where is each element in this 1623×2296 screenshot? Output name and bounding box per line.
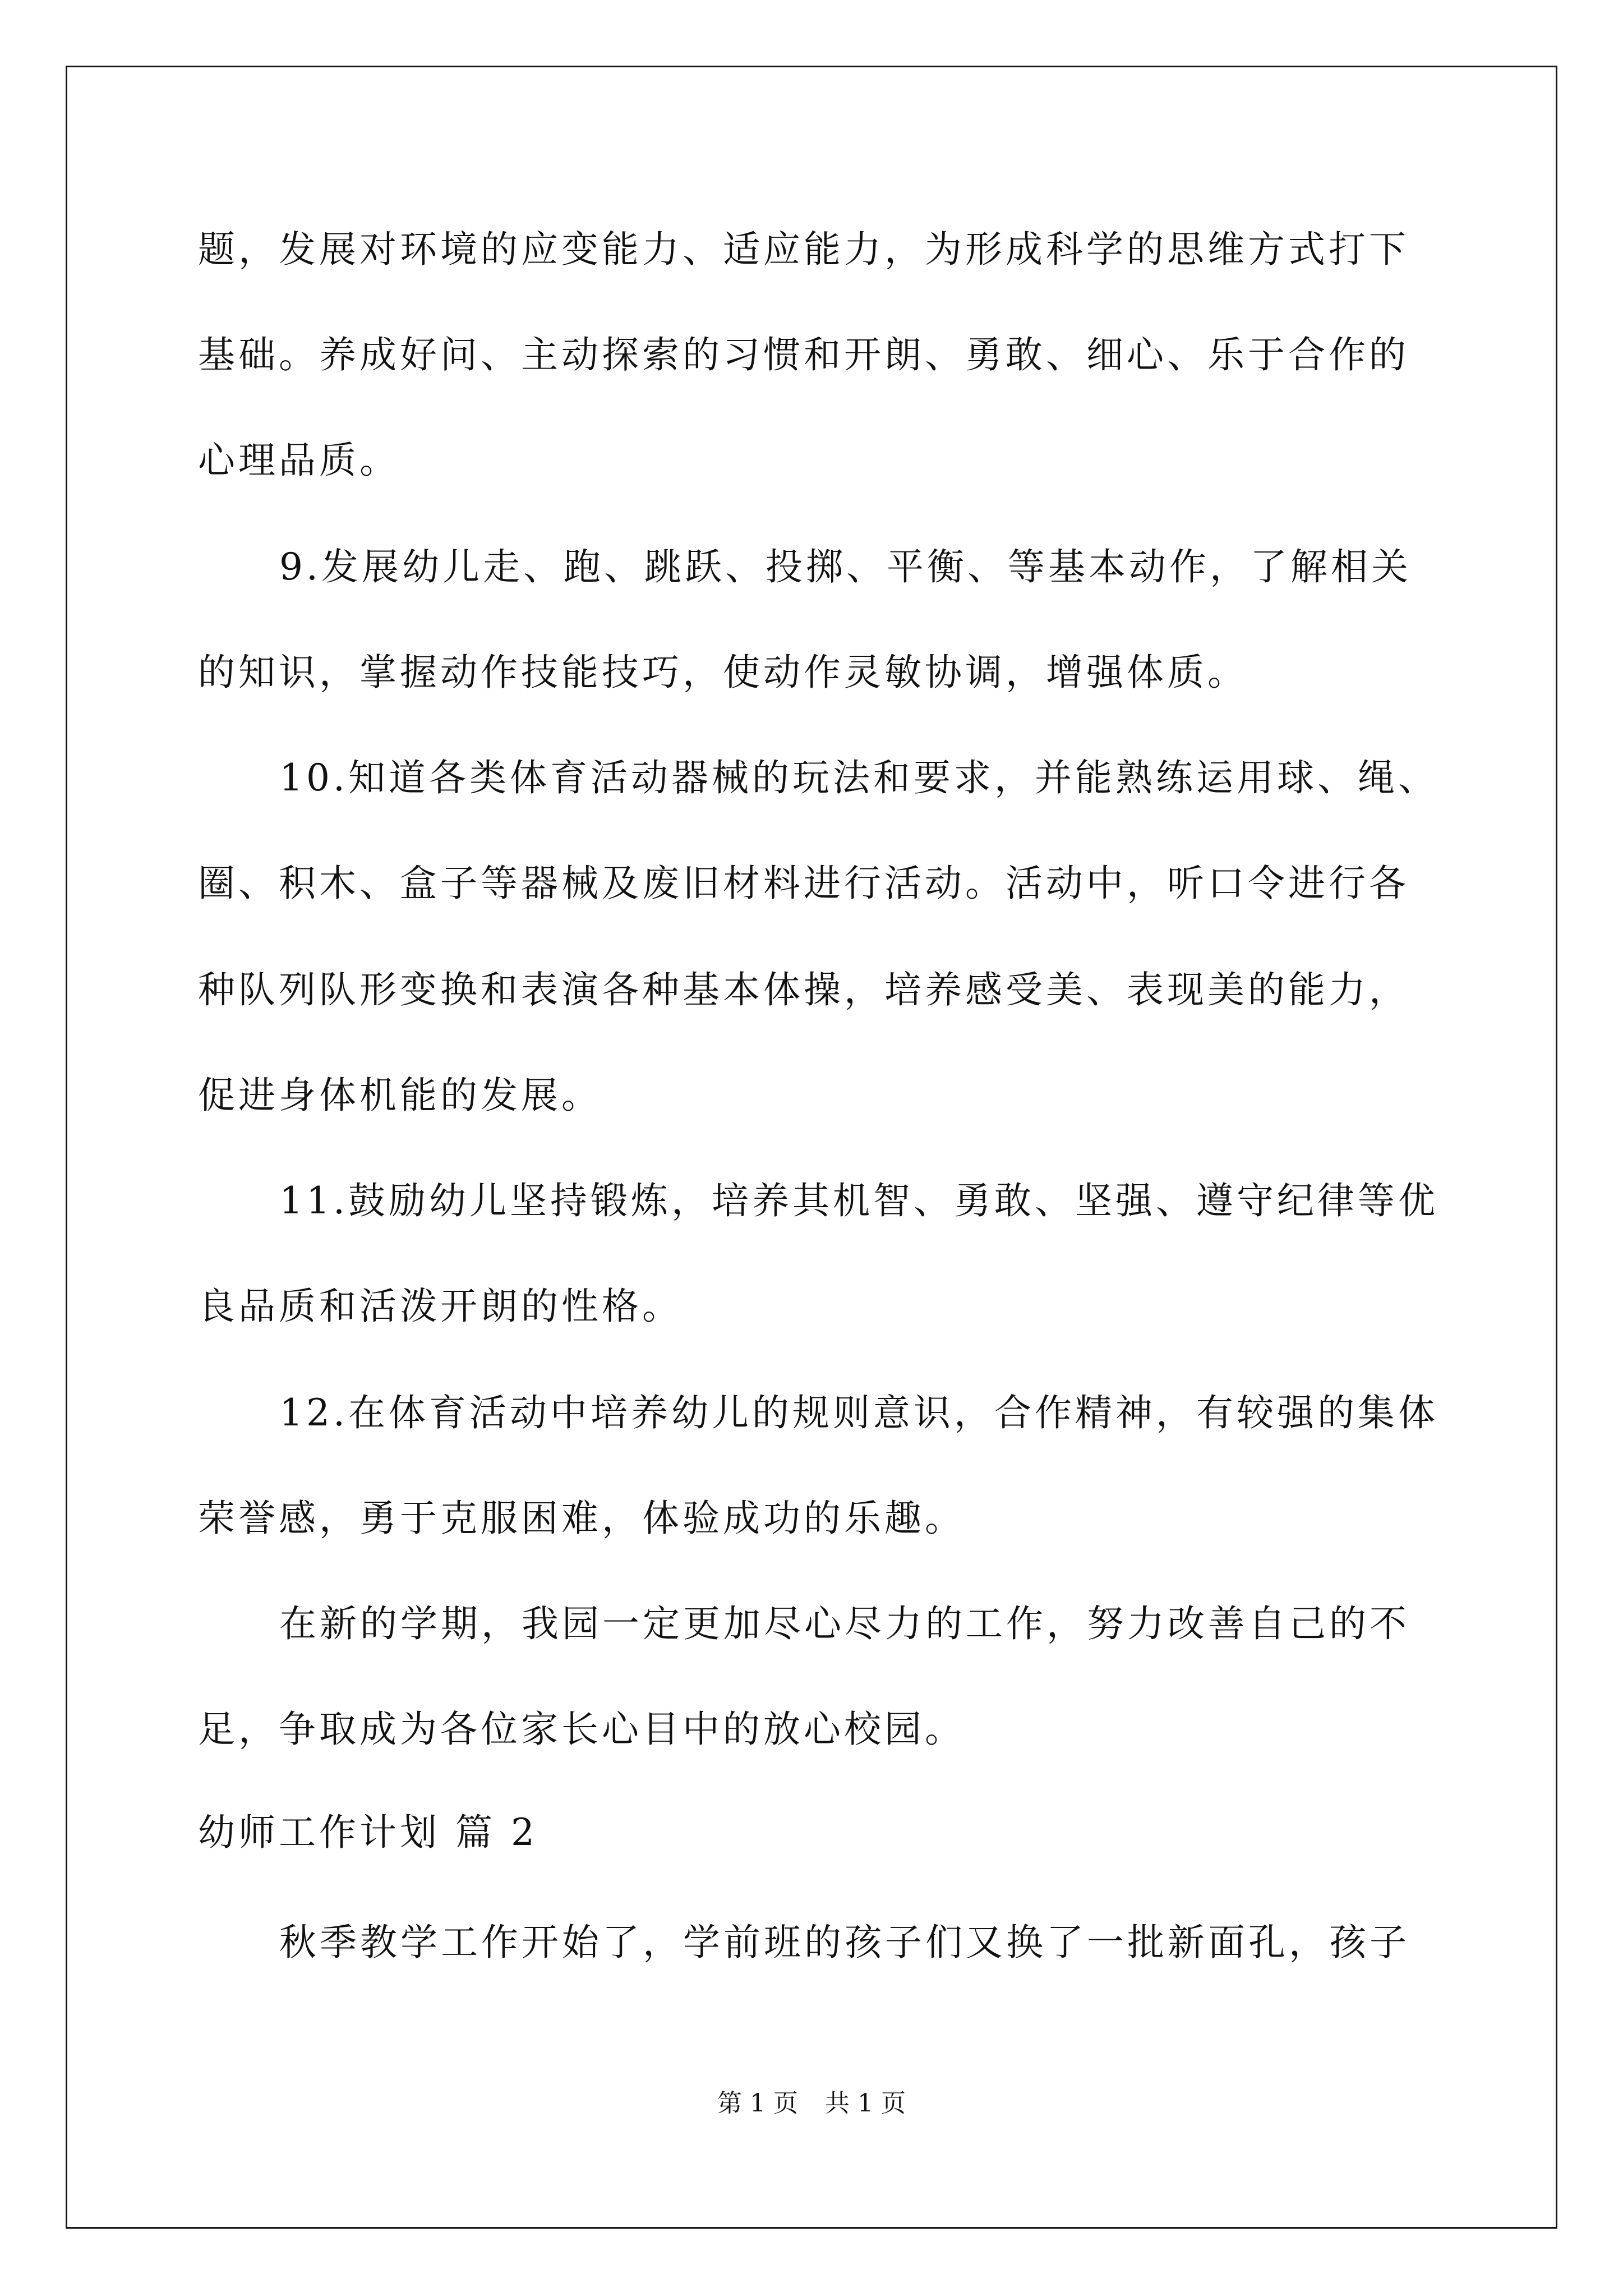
text-line: 足，争取成为各位家长心目中的放心校园。 — [198, 1708, 965, 1751]
text-line: 促进身体机能的发展。 — [198, 1074, 602, 1117]
text-line: 题，发展对环境的应变能力、适应能力，为形成科学的思维方式打下 — [198, 228, 1409, 271]
text-line: 基础。养成好问、主动探索的习惯和开朗、勇敢、细心、乐于合作的 — [198, 333, 1409, 376]
text-line: 11.鼓励幼儿坚持锻炼，培养其机智、勇敢、坚强、遵守纪律等优 — [279, 1179, 1438, 1222]
section-heading: 幼师工作计划 篇 2 — [198, 1811, 538, 1854]
page-total: 共 1 页 — [825, 2089, 906, 2118]
text-line: 12.在体育活动中培养幼儿的规则意识，合作精神，有较强的集体 — [279, 1391, 1438, 1434]
text-line: 的知识，掌握动作技能技巧，使动作灵敏协调，增强体质。 — [198, 651, 1248, 694]
text-line: 荣誉感，勇于克服困难，体验成功的乐趣。 — [198, 1497, 965, 1540]
text-line: 心理品质。 — [198, 439, 400, 482]
text-line: 秋季教学工作开始了，学前班的孩子们又换了一批新面孔，孩子 — [279, 1921, 1410, 1964]
text-line: 圈、积木、盒子等器械及废旧材料进行活动。活动中，听口令进行各 — [198, 862, 1409, 905]
text-line: 在新的学期，我园一定更加尽心尽力的工作，努力改善自己的不 — [279, 1602, 1410, 1645]
text-line: 9.发展幼儿走、跑、跳跃、投掷、平衡、等基本动作，了解相关 — [279, 545, 1412, 588]
text-line: 种队列队形变换和表演各种基本体操，培养感受美、表现美的能力， — [198, 968, 1409, 1011]
page-border — [66, 66, 1557, 2229]
page-number: 第 1 页 — [717, 2089, 798, 2118]
page-footer — [0, 2091, 1623, 2116]
text-line: 10.知道各类体育活动器械的玩法和要求，并能熟练运用球、绳、 — [279, 756, 1438, 799]
text-line: 良品质和活泼开朗的性格。 — [198, 1285, 683, 1328]
